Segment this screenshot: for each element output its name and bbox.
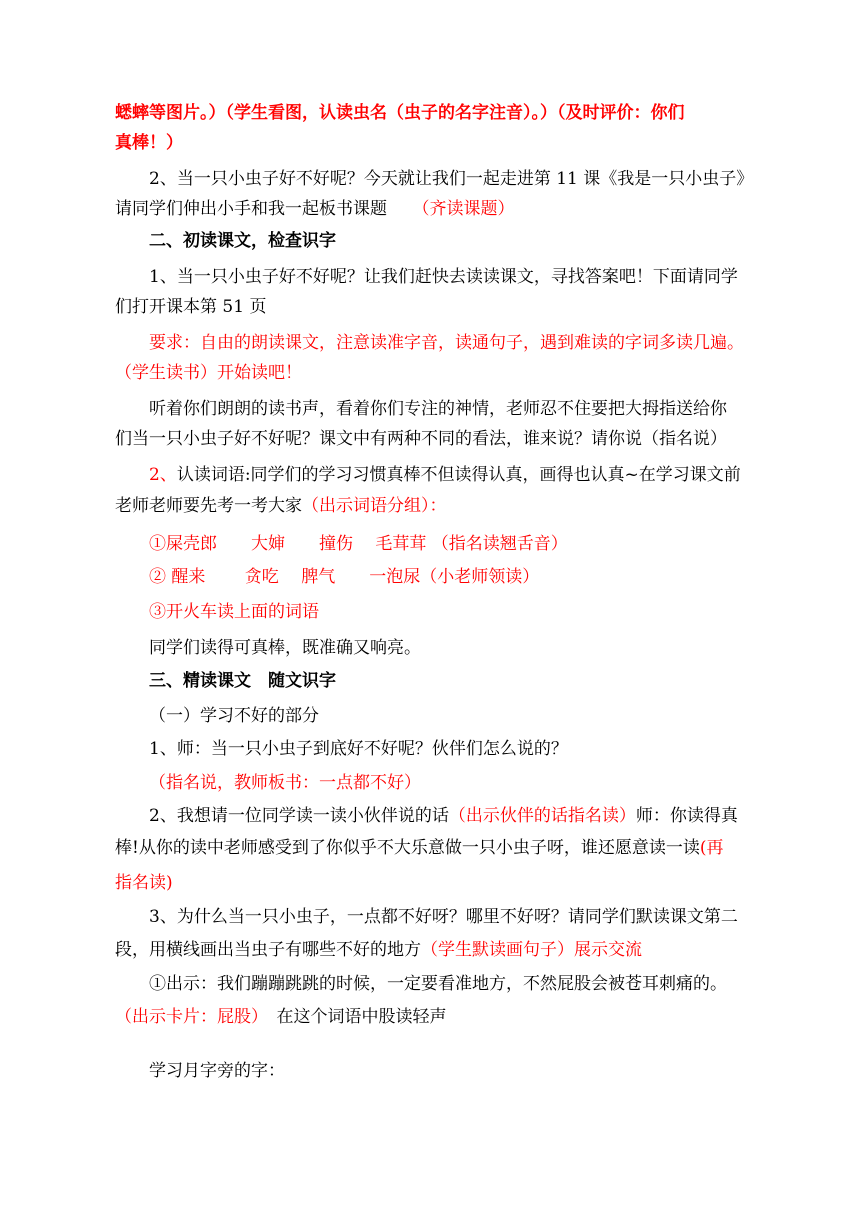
- body-text: 认读词语:同学们的学习习惯真棒不但读得认真，画得也认真~在学习课文前: [176, 465, 741, 485]
- highlighted-text: 真棒！）: [115, 133, 183, 153]
- body-text: 1、师：当一只小虫子到底好不好呢？伙伴们怎么说的？: [149, 739, 568, 759]
- text-line: [149, 397, 727, 421]
- highlighted-text: （出示卡片：屁股）: [115, 1007, 260, 1027]
- highlighted-text: （齐读课题）: [421, 199, 515, 219]
- text-line: [149, 167, 753, 191]
- body-text: 三、精读课文 随文识字: [149, 671, 336, 691]
- text-line: [149, 905, 738, 929]
- text-line: [115, 101, 685, 125]
- text-line: [115, 494, 447, 518]
- text-line: [115, 1005, 447, 1029]
- body-text: 1、当一只小虫子好不好呢？让我们赶快去读读课文，寻找答案吧！下面请同学: [149, 267, 738, 287]
- text-line: [115, 871, 173, 895]
- body-text: 师：你读得真: [635, 806, 738, 826]
- text-line: [149, 669, 336, 693]
- body-text: 2、当一只小虫子好不好呢？今天就让我们一起走进第 11 课《我是一只小虫子》: [149, 169, 754, 189]
- body-text: 2、我想请一位同学读一读小伙伴说的话: [149, 806, 449, 826]
- body-text: 请同学们伸出小手和我一起板书课题: [115, 199, 421, 219]
- text-line: [149, 972, 727, 996]
- body-text: ①出示：我们蹦蹦跳跳的时候，一定要看准地方，不然屁股会被苍耳刺痛的。: [149, 974, 727, 994]
- text-line: [115, 131, 183, 155]
- text-line: [115, 197, 515, 221]
- body-text: 3、为什么当一只小虫子，一点都不好呀？哪里不好呀？请同学们默读课文第二: [149, 907, 738, 927]
- text-line: [149, 804, 738, 828]
- text-line: [149, 331, 744, 355]
- highlighted-text: 蟋蟀等图片。）（学生看图，认读虫名（虫子的名字注音）。）（及时评价：你们: [115, 103, 685, 123]
- text-line: [115, 938, 642, 962]
- highlighted-text: ② 醒来 贪吃 脾气 一泡尿（小老师领读）: [149, 567, 540, 587]
- text-line: [149, 265, 738, 289]
- text-line: [149, 636, 421, 660]
- highlighted-text: 指名读): [115, 873, 173, 893]
- highlighted-text: 要求：自由的朗读课文，注意读准字音，读通句子，遇到难读的字词多读几遍。: [149, 333, 744, 353]
- text-line: [115, 361, 302, 385]
- body-text: 二、初读课文，检查识字: [149, 231, 336, 251]
- highlighted-text: 2、: [149, 465, 177, 485]
- text-line: [149, 1059, 285, 1083]
- body-text: 棒!从你的读中老师感受到了你似乎不大乐意做一只小虫子呀，谁还愿意读一读: [115, 838, 700, 858]
- body-text: （一）学习不好的部分: [149, 706, 319, 726]
- text-line: [149, 737, 568, 761]
- text-line: [149, 565, 539, 589]
- body-text: 听着你们朗朗的读书声，看着你们专注的神情，老师忍不住要把大拇指送给你: [149, 399, 727, 419]
- text-line: [149, 600, 319, 624]
- text-line: [115, 295, 266, 319]
- highlighted-text: (再: [699, 838, 724, 858]
- highlighted-text: （学生默读画句子）展示交流: [421, 940, 642, 960]
- highlighted-text: （学生读书）开始读吧！: [115, 363, 302, 383]
- text-line: [115, 836, 723, 860]
- body-text: 在这个词语中股读轻声: [259, 1007, 447, 1027]
- body-text: 们打开课本第 51 页: [115, 297, 267, 317]
- text-line: [149, 771, 421, 795]
- body-text: 老师老师要先考一考大家: [115, 496, 302, 516]
- body-text: 们当一只小虫子好不好呢？课文中有两种不同的看法，谁来说？请你说（指名说）: [115, 429, 727, 449]
- text-line: [149, 532, 568, 556]
- body-text: 同学们读得可真棒，既准确又响亮。: [149, 638, 421, 658]
- highlighted-text: （出示伙伴的话指名读）: [448, 806, 636, 826]
- highlighted-text: ③开火车读上面的词语: [149, 602, 319, 622]
- highlighted-text: （指名说，教师板书：一点都不好）: [149, 773, 421, 793]
- text-line: [149, 704, 319, 728]
- body-text: 学习月字旁的字：: [149, 1061, 285, 1081]
- highlighted-text: （出示词语分组）：: [302, 496, 447, 516]
- highlighted-text: ①屎壳郎 大婶 撞伤 毛茸茸 （指名读翘舌音）: [149, 534, 568, 554]
- text-line: [115, 427, 727, 451]
- body-text: 段，用横线画出当虫子有哪些不好的地方: [115, 940, 421, 960]
- text-line: [149, 463, 741, 487]
- text-line: [149, 229, 336, 253]
